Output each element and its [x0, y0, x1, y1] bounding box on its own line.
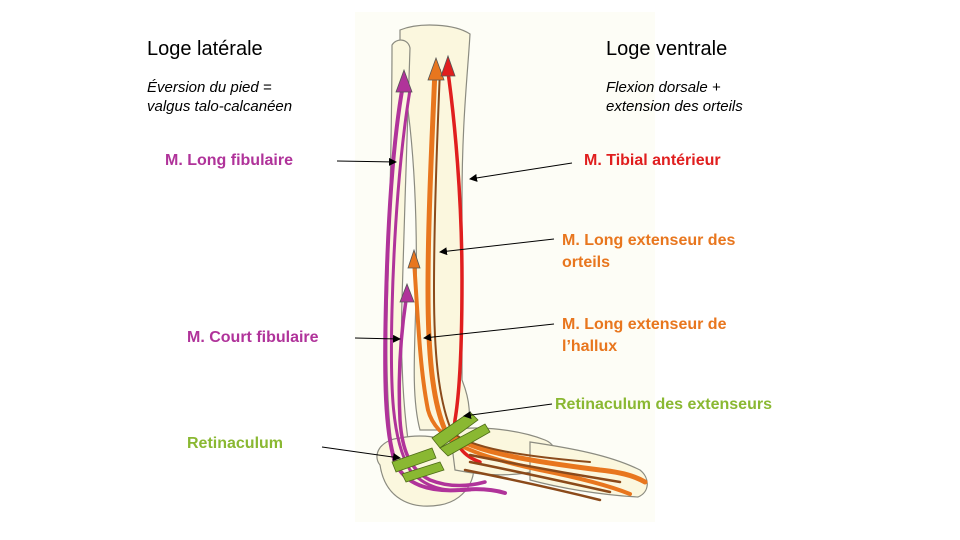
ventral-desc-line-2: extension des orteils: [606, 98, 743, 115]
ventral-compartment-title: Loge ventrale: [606, 38, 728, 60]
lateral-compartment-title: Loge latérale: [147, 38, 263, 60]
lateral-desc-line-2: valgus talo-calcanéen: [147, 98, 293, 115]
label-long-extenseur-orteils-line-2: orteils: [562, 254, 611, 271]
ventral-desc-line-1: Flexion dorsale +: [606, 79, 721, 96]
ventral-compartment-description: [606, 78, 743, 116]
label-tibial-anterieur: M. Tibial antérieur: [584, 152, 721, 169]
label-long-extenseur-hallux: [562, 314, 822, 358]
label-long-extenseur-orteils-line-1: M. Long extenseur des: [562, 232, 736, 249]
label-retinaculum-extenseurs: Retinaculum des extenseurs: [555, 396, 772, 413]
lateral-compartment-description: [147, 78, 292, 116]
label-long-fibulaire: M. Long fibulaire: [165, 152, 293, 169]
label-long-extenseur-orteils: [562, 230, 822, 274]
label-retinaculum: Retinaculum: [187, 435, 284, 452]
label-long-extenseur-hallux-line-2: l’hallux: [562, 338, 618, 355]
label-court-fibulaire: M. Court fibulaire: [187, 329, 319, 346]
lateral-desc-line-1: Éversion du pied =: [147, 79, 272, 96]
label-long-extenseur-hallux-line-1: M. Long extenseur de: [562, 316, 727, 333]
